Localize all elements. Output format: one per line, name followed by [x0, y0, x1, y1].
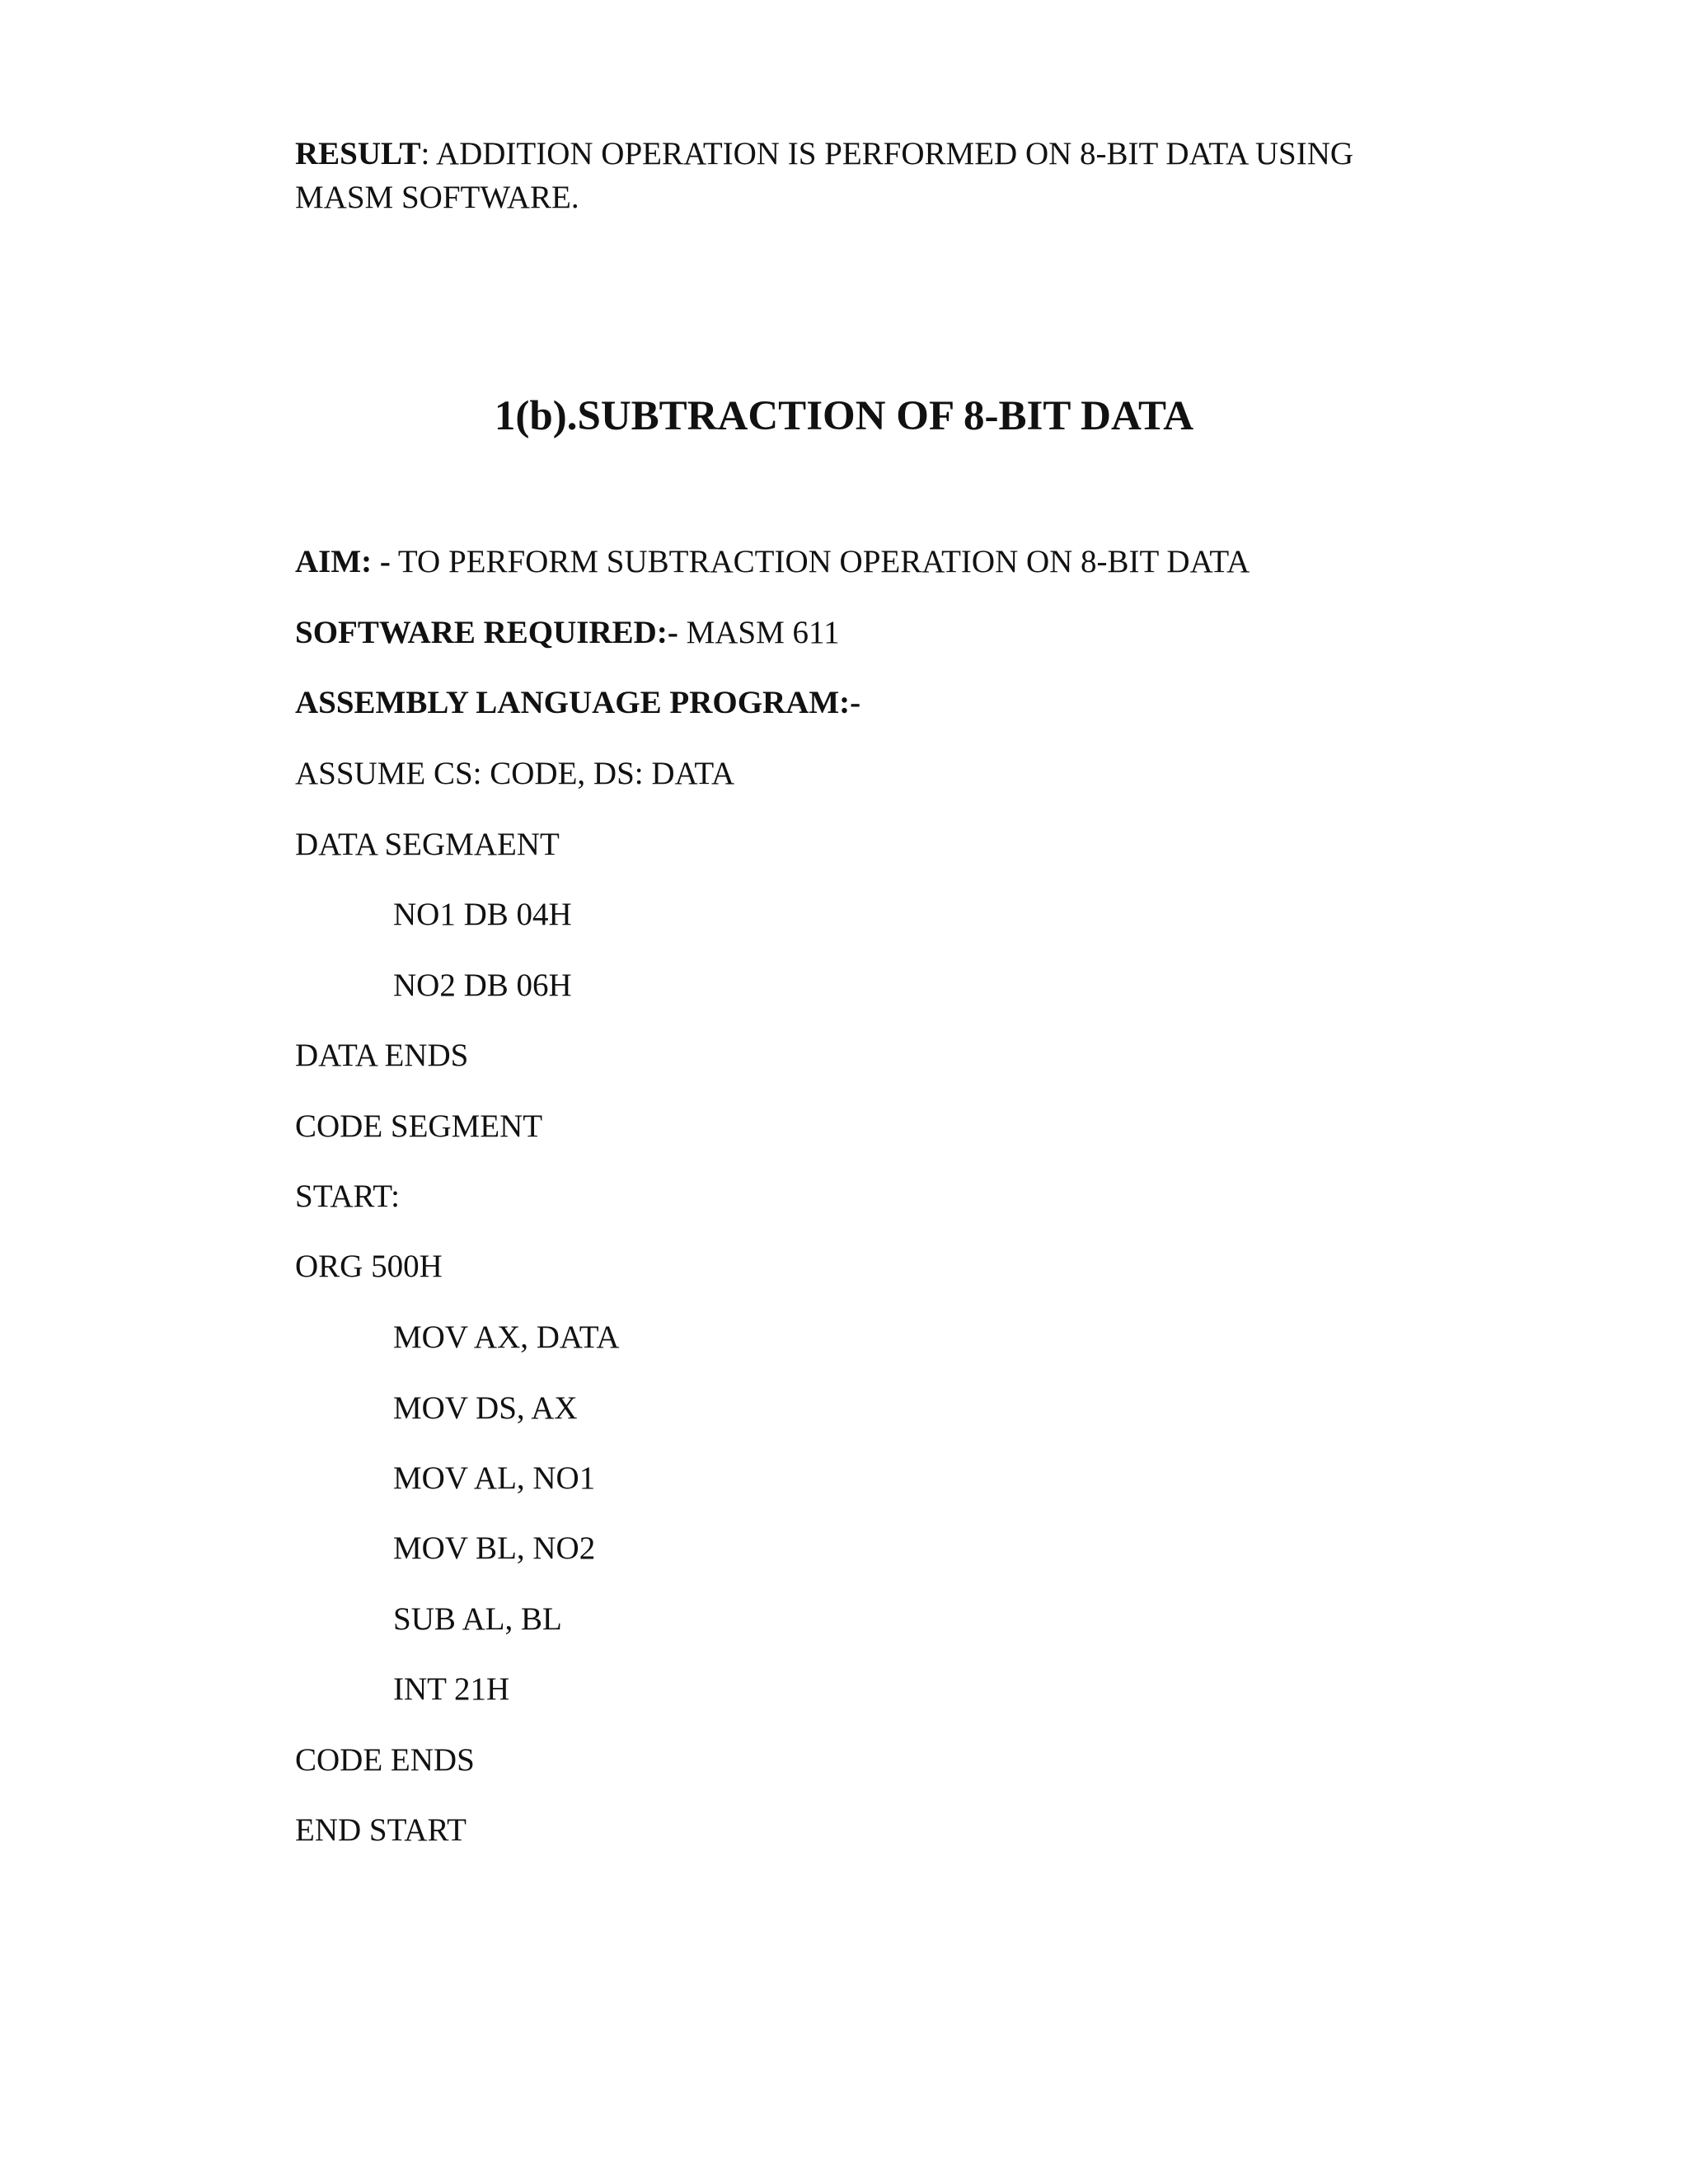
code-line: MOV BL, NO2: [393, 1530, 596, 1566]
code-line: ASSUME CS: CODE, DS: DATA: [295, 756, 735, 791]
code-line: MOV AL, NO1: [393, 1460, 596, 1496]
software-label: SOFTWARE REQUIRED:-: [295, 615, 678, 650]
page-title: 1(b).SUBTRACTION OF 8-BIT DATA: [494, 393, 1194, 439]
code-line: ORG 500H: [295, 1249, 443, 1284]
code-line: END START: [295, 1812, 467, 1848]
result-text: : ADDITION OPERATION IS PERFORMED ON 8-BIT DATA USING MASM SOFTWARE.: [295, 136, 1354, 215]
software-line: [295, 612, 840, 654]
code-line: DATA ENDS: [295, 1038, 469, 1073]
code-line: DATA SEGMAENT: [295, 827, 560, 862]
code-line: CODE SEGMENT: [295, 1108, 543, 1144]
code-line: NO1 DB 04H: [393, 897, 572, 932]
aim-text: TO PERFORM SUBTRACTION OPERATION ON 8-BIT DATA: [390, 544, 1250, 579]
program-heading: ASSEMBLY LANGUAGE PROGRAM:-: [295, 685, 861, 720]
code-line: CODE ENDS: [295, 1742, 475, 1778]
code-line: START:: [295, 1179, 400, 1214]
code-line: MOV DS, AX: [393, 1390, 578, 1426]
software-text: MASM 611: [678, 615, 840, 650]
aim-line: [295, 541, 1250, 583]
result-paragraph: [295, 132, 1449, 219]
code-line: MOV AX, DATA: [393, 1319, 620, 1355]
code-line: INT 21H: [393, 1671, 510, 1707]
result-label: RESULT: [295, 136, 421, 171]
code-line: SUB AL, BL: [393, 1601, 562, 1637]
aim-label: AIM: -: [295, 544, 391, 579]
code-line: NO2 DB 06H: [393, 968, 572, 1003]
